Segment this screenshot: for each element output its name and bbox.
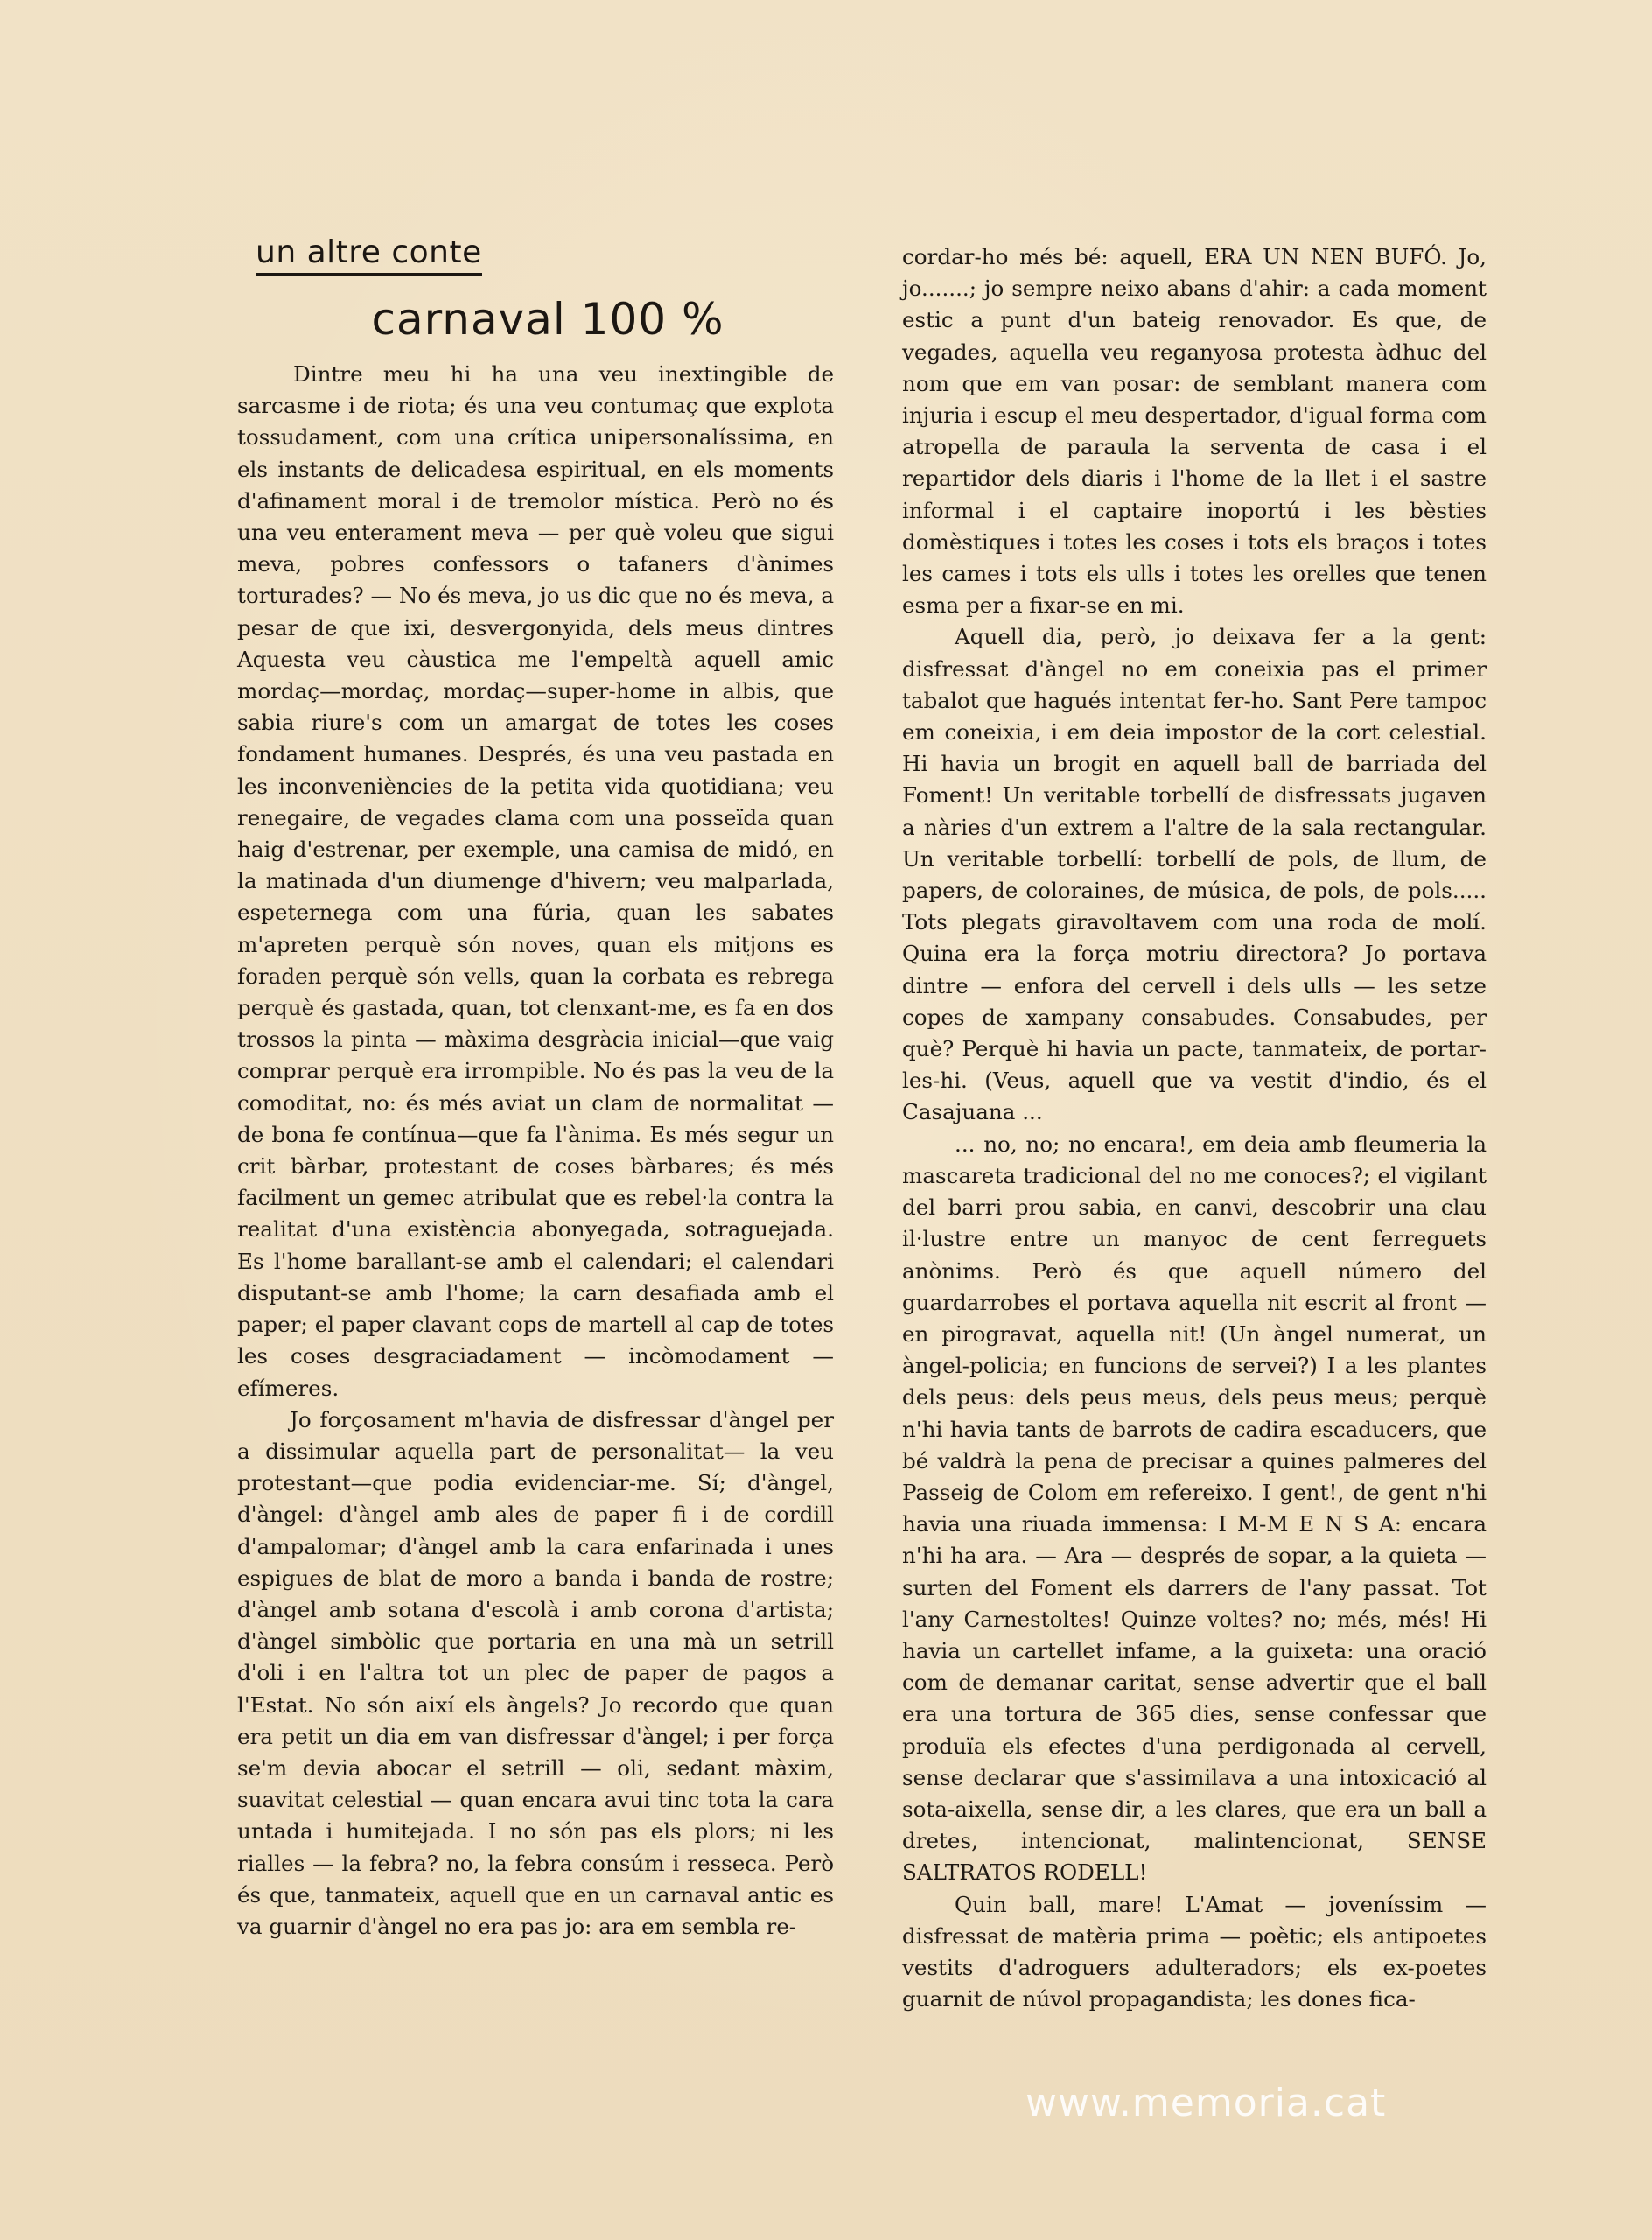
paragraph: Dintre meu hi ha una veu inextingible de sarcasme i de riota; és una veu contumaç que explota tossudament, com una crítica unipersonalíssima, en els instants de delicadesa espiritual, en els moments d'afinament moral i de tremolor mística. Però no és una veu enterament meva — per què voleu que sigui meva, pobres confessors o tafaners d'ànimes torturades? — No és meva, jo us dic que no és meva, a pesar de que ixi, desvergonyida, dels meus dintres Aquesta veu càustica me l'empeltà aquell amic mordaç—mordaç, mordaç—super-home in albis, que sabia riure's com un amargat de totes les coses fondament humanes. Després, és una veu pastada en les inconveniències de la petita vida quotidiana; veu renegaire, de vegades clama com una posseïda quan haig d'estrenar, per exemple, una camisa de midó, en la matinada d'un diumenge d'hivern; veu malparlada, espeternega com una fúria, quan les sabates m'apreten perquè són noves, quan els mitjons es foraden perquè són vells, quan la corbata es rebrega perquè és gastada, quan, tot clenxant-me, es fa en dos trossos la pinta — màxima desgràcia inicial—que vaig comprar perquè era irrompible. No és pas la veu de la comoditat, no: és més aviat un clam de normalitat — de bona fe contínua—que fa l'ànima. Es més segur un crit bàrbar, protestant de coses bàrbares; és més facilment un gemec atribulat que es rebel·la contra la realitat d'una existència abonyegada, sotraguejada. Es l'home barallant-se amb el calendari; el calendari disputant-se amb l'home; la carn desafiada amb el paper; el paper clavant cops de martell al cap de totes les coses desgraciadament — incòmodament — efímeres.	[237, 361, 834, 1401]
paragraph: cordar-ho més bé: aquell, ERA UN NEN BUFÓ. Jo, jo.......; jo sempre neixo abans d'ahir: a cada moment estic a punt d'un bateig renovador. Es que, de vegades, aquella veu reganyosa protesta àdhuc del nom que em van posar: de semblant manera com injuria i escup el meu despertador, d'igual forma com atropella de paraula la serventa de casa i el repartidor dels diaris i l'home de la llet i el sastre informal i el captaire inoportú i les bèsties domèstiques i totes les coses i tots els braços i totes les cames i tots els ulls i totes les orelles que tenen esma per a fixar-se en mi.	[902, 244, 1487, 619]
paragraph: Jo forçosament m'havia de disfressar d'àngel per a dissimular aquella part de personalitat— la veu protestant—que podia evidenciar-me. Sí; d'àngel, d'àngel: d'àngel amb ales de paper fi i de cordill d'ampalomar; d'àngel amb la cara enfarinada i unes espigues de blat de moro a banda i banda de rostre; d'àngel amb sotana d'escolà i amb corona d'artista; d'àngel simbòlic que portaria en una mà un setrill d'oli i en l'altra tot un plec de paper de pagos a l'Estat. No són així els àngels? Jo recordo que quan era petit un dia em van disfressar d'àngel; i per força se'm devia abocar el setrill — oli, sedant màxim, suavitat celestial — quan encara avui tinc tota la cara untada i humitejada. I no són pas els plors; ni les rialles — la febra? no, la febra consúm i resseca. Però és que, tanmateix, aquell que en un carnaval antic es va guarnir d'àngel no era pas jo: ara em sembla re-	[237, 1406, 834, 1939]
watermark: www.memoria.cat	[1026, 2081, 1387, 2125]
paragraph: Aquell dia, però, jo deixava fer a la gent: disfressat d'àngel no em coneixia pas el primer tabalot que hagués intentat fer-ho. Sant Pere tampoc em coneixia, i em deia impostor de la cort celestial. Hi havia un brogit en aquell ball de barriada del Foment! Un veritable torbellí de disfressats jugaven a nàries d'un extrem a l'altre de la sala rectangular. Un veritable torbellí: torbellí de pols, de llum, de papers, de coloraines, de música, de pols, de pols..... Tots plegats giravoltavem com una roda de molí. Quina era la força motriu directora? Jo portava dintre — enfora del cervell i dels ulls — les setze copes de xampany consabudes. Consabudes, per què? Perquè hi havia un pacte, tanmateix, de portar-les-hi. (Veus, aquell que va vestit d'indio, és el Casajuana ...	[902, 624, 1487, 1125]
text-column-right	[902, 242, 1487, 2015]
paragraph: Quin ball, mare! L'Amat — joveníssim — disfressat de matèria prima — poètic; els antipoetes vestits d'adroguers adulteradors; els ex-poetes guarnit de núvol propagandista; les dones fica-	[902, 1891, 1487, 2012]
paragraph: ... no, no; no encara!, em deia amb fleumeria la mascareta tradicional del no me conoces?; el vigilant del barri prou sabia, en canvi, descobrir una clau il·lustre entre un manyoc de cent ferreguets anònims. Però és que aquell número del guardarrobes el portava aquella nit escrit al front — en pirogravat, aquella nit! (Un àngel numerat, un àngel-policia; en funcions de servei?) I a les plantes dels peus: dels peus meus, dels peus meus; perquè n'hi havia tants de barrots de cadira escaducers, que bé valdrà la pena de precisar a quines palmeres del Passeig de Colom em refereixo. I gent!, de gent n'hi havia una riuada immensa: I M-M E N S A: encara n'hi ha ara. — Ara — després de sopar, a la quieta — surten del Foment els darrers de l'any passat. Tot l'any Carnestoltes! Quinze voltes? no; més, més! Hi havia un cartellet infame, a la guixeta: una oració com de demanar caritat, sense advertir que el ball era una tortura de 365 dies, sense confessar que produïa els efectes d'una perdigonada al cervell, sense declarar que s'assimilava a una intoxicació al sota-aixella, sense dir, a les clares, que era un ball a dretes, intencionat, malintencionat, SENSE SALTRATOS RODELL!	[902, 1130, 1487, 1886]
section-kicker: un altre conte	[256, 234, 482, 276]
article-title: carnaval 100 %	[371, 294, 724, 345]
text-column-left	[237, 359, 834, 1942]
